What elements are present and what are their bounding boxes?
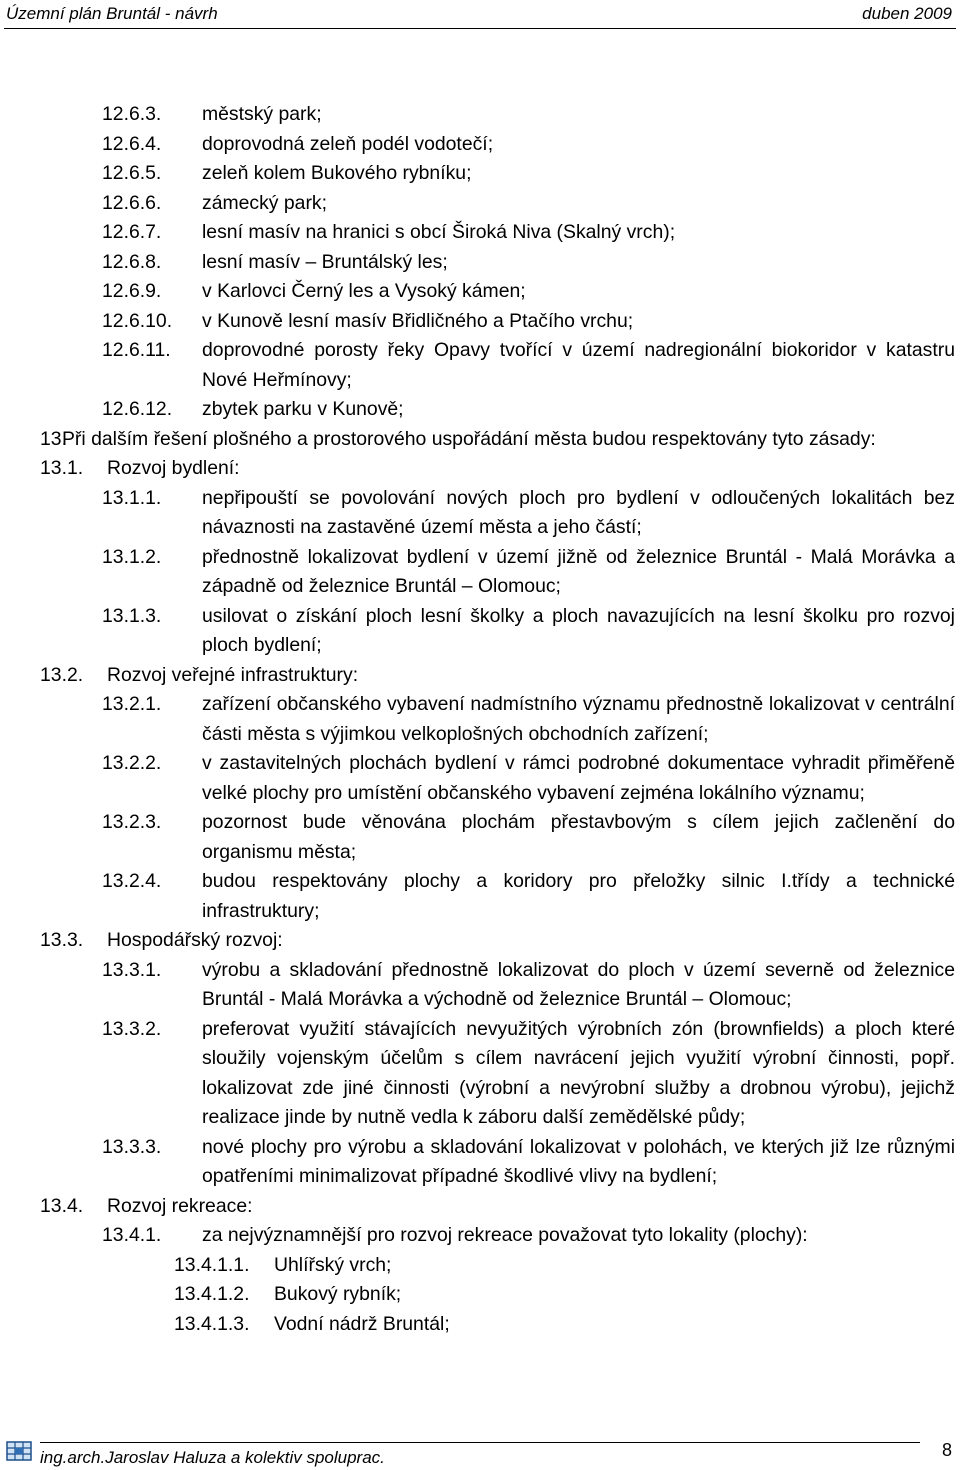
- item-text: zařízení občanského vybavení nadmístního významu přednostně lokalizovat v centrální části města s výjimkou velkoplošných obchodních zařízení;: [202, 693, 955, 745]
- item-number: 13.1.: [40, 457, 84, 479]
- page-header: [0, 0, 960, 28]
- item-text: zbytek parku v Kunově;: [202, 398, 404, 420]
- item-text: usilovat o získání ploch lesní školky a ploch navazujících na lesní školku pro rozvoj ploch bydlení;: [202, 604, 955, 656]
- item-text: Při dalším řešení plošného a prostorového uspořádání města budou respektovány tyto zásady:: [62, 427, 876, 450]
- list-item: [40, 454, 955, 484]
- item-text: výrobu a skladování přednostně lokalizovat do ploch v území severně od železnice Bruntál - Malá Morávka a východně od železnice Bruntál – Olomouc;: [202, 958, 955, 1010]
- item-text: budou respektovány plochy a koridory pro přeložky silnic I.třídy a technické infrastruktury;: [202, 870, 955, 922]
- list-item: [102, 1221, 955, 1251]
- list-item: [102, 867, 955, 926]
- list-item: [102, 690, 955, 749]
- list-item: [102, 749, 955, 808]
- item-text: městský park;: [202, 103, 322, 125]
- list-item: [102, 159, 955, 189]
- item-text: zeleň kolem Bukového rybníku;: [202, 162, 472, 184]
- item-number: 12.6.4.: [102, 132, 162, 155]
- list-item: [102, 484, 955, 543]
- item-text: v Kunově lesní masív Břidličného a Ptačího vrchu;: [202, 309, 634, 332]
- header-title: Územní plán Bruntál - návrh: [6, 4, 218, 23]
- item-number: 13.2.2.: [102, 752, 162, 774]
- list-item: [174, 1280, 955, 1310]
- item-text: lesní masív – Bruntálský les;: [202, 250, 448, 273]
- list-item: [102, 218, 955, 248]
- item-text: zámecký park;: [202, 191, 327, 214]
- header-rule: [4, 28, 956, 29]
- page-number: 8: [941, 1440, 952, 1460]
- item-text: lesní masív na hranici s obcí Široká Niva (Skalný vrch);: [202, 221, 676, 243]
- list-item: [102, 395, 955, 425]
- list-item: [102, 543, 955, 602]
- list-item: [102, 248, 955, 278]
- item-number: 13.1.3.: [102, 604, 162, 627]
- item-number: 13.1.1.: [102, 486, 162, 509]
- item-text: doprovodné porosty řeky Opavy tvořící v území nadregionální biokoridor v katastru Nové Heřmínovy;: [202, 339, 955, 391]
- item-number: 13.3.2.: [102, 1017, 162, 1040]
- item-text: nepřipouští se povolování nových ploch pro bydlení v odloučených lokalitách bez návaznosti na zastavěné území města a jeho částí;: [202, 486, 955, 538]
- item-text: nové plochy pro výrobu a skladování lokalizovat v polohách, ve kterých již lze různými opatřeními minimalizovat případné škodlivé vlivy na bydlení;: [202, 1135, 955, 1187]
- item-number: 13.2.1.: [102, 693, 162, 715]
- list-item: [102, 189, 955, 219]
- item-number: 12.6.3.: [102, 103, 162, 125]
- item-number: 12.6.5.: [102, 162, 162, 184]
- list-item: [102, 1133, 955, 1192]
- item-text: Bukový rybník;: [274, 1283, 402, 1305]
- item-number: 13.4.: [40, 1194, 84, 1217]
- footer-author: ing.arch.Jaroslav Haluza a kolektiv spoluprac.: [40, 1448, 385, 1467]
- grid-logo-icon: [6, 1440, 34, 1464]
- list-item: [40, 661, 955, 691]
- item-text: Rozvoj bydlení:: [107, 457, 240, 479]
- item-number: 13.3.3.: [102, 1135, 162, 1158]
- item-number: 13.3.1.: [102, 958, 162, 981]
- page-footer: [0, 1434, 960, 1470]
- list-item: [40, 1192, 955, 1222]
- item-text: za nejvýznamnější pro rozvoj rekreace považovat tyto lokality (plochy):: [202, 1224, 808, 1246]
- list-item: [102, 277, 955, 307]
- item-number: 12.6.12.: [102, 398, 173, 420]
- item-number: 12.6.7.: [102, 221, 162, 243]
- item-text: v Karlovci Černý les a Vysoký kámen;: [202, 280, 526, 302]
- item-number: 12.6.9.: [102, 280, 162, 302]
- footer-rule: [40, 1442, 920, 1443]
- item-text: Hospodářský rozvoj:: [107, 929, 283, 951]
- item-number: 13.2.3.: [102, 811, 162, 833]
- list-item: [174, 1310, 955, 1340]
- item-number: 13.2.: [40, 663, 84, 686]
- item-number: 13.: [40, 427, 67, 450]
- item-text: přednostně lokalizovat bydlení v území jižně od železnice Bruntál - Malá Morávka a západně od železnice Bruntál – Olomouc;: [202, 545, 955, 597]
- item-number: 12.6.10.: [102, 309, 173, 332]
- item-number: 12.6.11.: [102, 339, 171, 361]
- list-item: [102, 956, 955, 1015]
- list-item: [40, 926, 955, 956]
- document-body: [0, 100, 960, 1339]
- list-item: [40, 425, 955, 455]
- item-number: 13.4.1.2.: [174, 1283, 250, 1305]
- list-item: [102, 130, 955, 160]
- list-item: [102, 100, 955, 130]
- item-text: Rozvoj veřejné infrastruktury:: [107, 663, 359, 686]
- item-text: Uhlířský vrch;: [274, 1253, 392, 1276]
- item-number: 13.2.4.: [102, 870, 162, 892]
- item-text: Rozvoj rekreace:: [107, 1194, 253, 1217]
- item-number: 13.3.: [40, 929, 84, 951]
- list-item: [102, 808, 955, 867]
- list-item: [102, 336, 955, 395]
- item-number: 12.6.8.: [102, 250, 162, 273]
- list-item: [102, 307, 955, 337]
- item-text: pozornost bude věnována plochám přestavbovým s cílem jejich začlenění do organismu města;: [202, 811, 955, 863]
- item-number: 13.4.1.3.: [174, 1312, 250, 1335]
- item-text: preferovat využití stávajících nevyužitých výrobních zón (brownfields) a ploch které sloužily vojenským účelům s cílem navrácení jejich využití výrobní činnosti, popř. lokalizovat zde jiné činnosti (výrobní a nevýrobní služby a drobnou výrobu), jejichž realizace jinde by nutně vedla k záboru další zemědělské půdy;: [202, 1017, 955, 1128]
- header-date: duben 2009: [862, 4, 952, 23]
- item-text: Vodní nádrž Bruntál;: [274, 1312, 450, 1335]
- list-item: [174, 1251, 955, 1281]
- item-number: 13.4.1.: [102, 1224, 162, 1246]
- item-number: 12.6.6.: [102, 191, 162, 214]
- list-item: [102, 602, 955, 661]
- item-text: doprovodná zeleň podél vodotečí;: [202, 132, 494, 155]
- list-item: [102, 1015, 955, 1133]
- item-text: v zastavitelných plochách bydlení v rámci podrobné dokumentace vyhradit přiměřeně velké plochy pro umístění občanského vybavení zejména lokálního významu;: [202, 752, 955, 804]
- item-number: 13.1.2.: [102, 545, 162, 568]
- item-number: 13.4.1.1.: [174, 1253, 250, 1276]
